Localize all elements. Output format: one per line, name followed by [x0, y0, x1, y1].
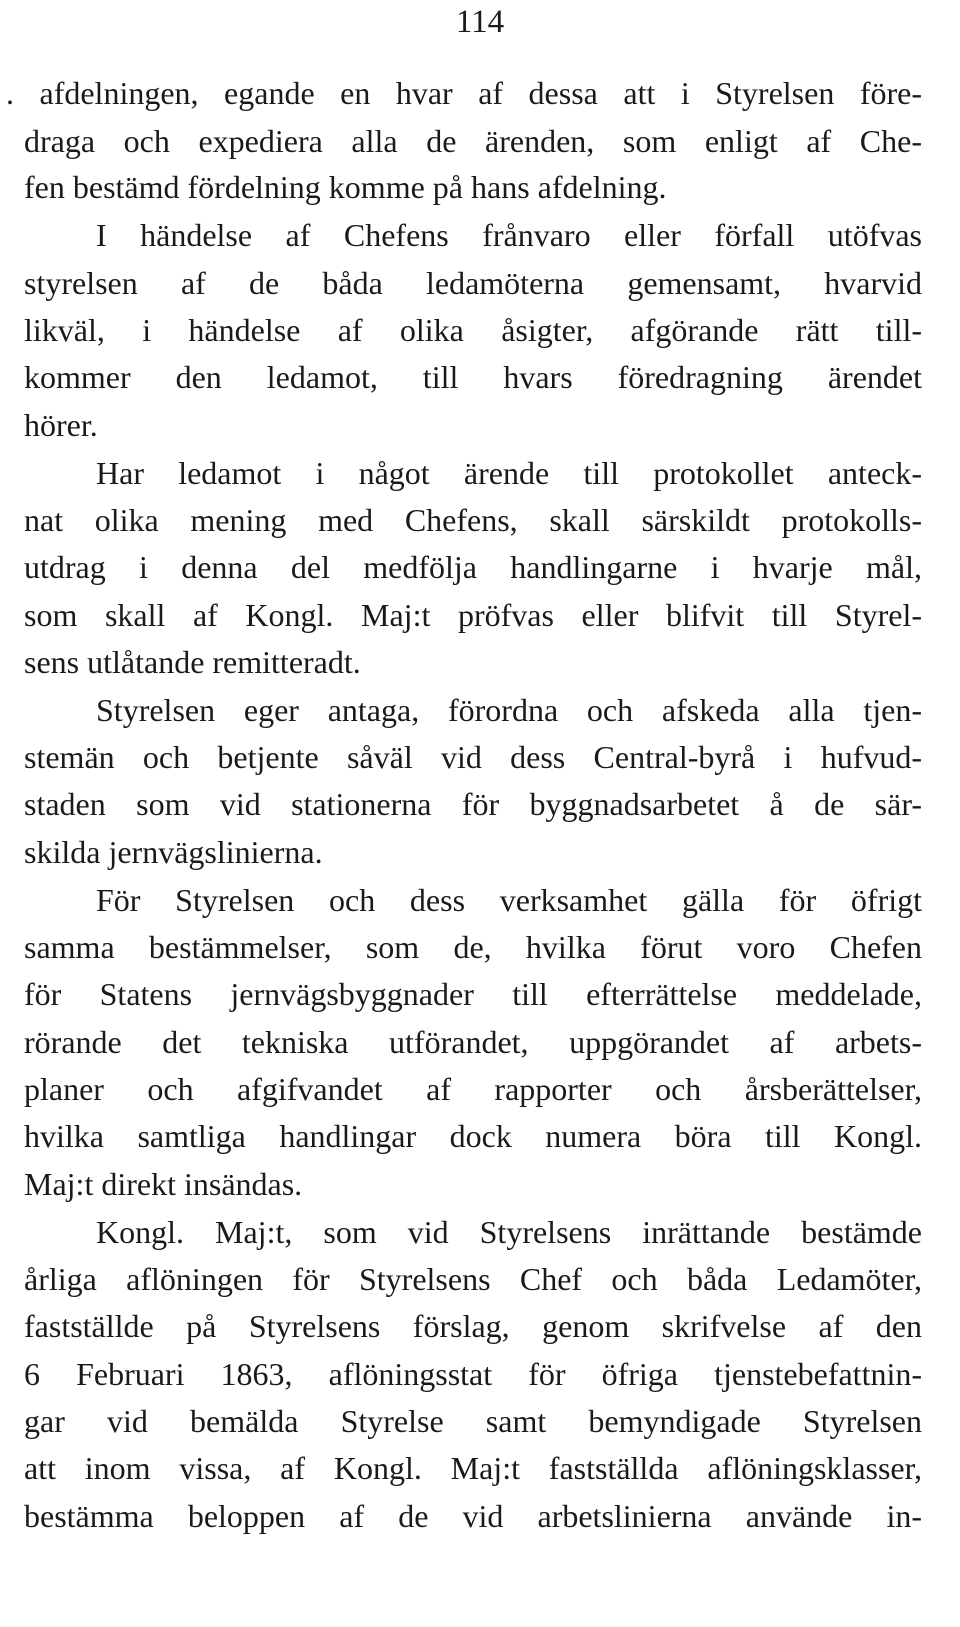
- text-line: Kongl. Maj:t, som vid Styrelsens inrättande bestämde: [96, 1214, 922, 1250]
- text-line: kommer den ledamot, till hvars föredragning ärendet: [24, 359, 922, 395]
- text-line: gar vid bemälda Styrelse samt bemyndigade Styrelsen: [24, 1403, 922, 1439]
- text-line: att inom vissa, af Kongl. Maj:t fastställda aflöningsklasser,: [24, 1450, 922, 1486]
- text-line: som skall af Kongl. Maj:t pröfvas eller blifvit till Styrel-: [24, 597, 922, 633]
- text-line: Maj:t direkt insändas.: [24, 1166, 303, 1202]
- text-line: årliga aflöningen för Styrelsens Chef och båda Ledamöter,: [24, 1261, 922, 1297]
- text-line: bestämma beloppen af de vid arbetslinierna använde in-: [24, 1498, 922, 1534]
- text-line: För Styrelsen och dess verksamhet gälla för öfrigt: [96, 882, 922, 918]
- text-line: stemän och betjente såväl vid dess Central-byrå i hufvud-: [24, 739, 922, 775]
- text-line: I händelse af Chefens frånvaro eller förfall utöfvas: [96, 217, 922, 253]
- text-line: hörer.: [24, 407, 98, 443]
- text-line: . afdelningen, egande en hvar af dessa att i Styrelsen före-: [6, 75, 922, 111]
- text-line: Har ledamot i något ärende till protokollet anteck-: [96, 455, 922, 491]
- text-line: nat olika mening med Chefens, skall särskildt protokolls-: [24, 502, 922, 538]
- text-line: likväl, i händelse af olika åsigter, afgörande rätt till-: [24, 312, 922, 348]
- text-line: fastställde på Styrelsens förslag, genom skrifvelse af den: [24, 1308, 922, 1344]
- text-line: samma bestämmelser, som de, hvilka förut voro Chefen: [24, 929, 922, 965]
- text-line: fen bestämd fördelning komme på hans afdelning.: [24, 169, 667, 205]
- text-line: planer och afgifvandet af rapporter och årsberättelser,: [24, 1071, 922, 1107]
- text-line: styrelsen af de båda ledamöterna gemensamt, hvarvid: [24, 265, 922, 301]
- text-line: rörande det tekniska utförandet, uppgörandet af arbets-: [24, 1024, 922, 1060]
- text-line: hvilka samtliga handlingar dock numera böra till Kongl.: [24, 1118, 922, 1154]
- text-line: 6 Februari 1863, aflöningsstat för öfriga tjenstebefattnin-: [24, 1356, 922, 1392]
- text-line: draga och expediera alla de ärenden, som enligt af Che-: [24, 123, 922, 159]
- text-line: för Statens jernvägsbyggnader till efterrättelse meddelade,: [24, 976, 922, 1012]
- text-line: skilda jernvägslinierna.: [24, 834, 323, 870]
- text-line: sens utlåtande remitteradt.: [24, 644, 361, 680]
- page-number: 114: [455, 4, 505, 40]
- text-line: Styrelsen eger antaga, förordna och afskeda alla tjen-: [96, 692, 922, 728]
- text-line: staden som vid stationerna för byggnadsarbetet å de sär-: [24, 786, 922, 822]
- text-line: utdrag i denna del medfölja handlingarne i hvarje mål,: [24, 549, 922, 585]
